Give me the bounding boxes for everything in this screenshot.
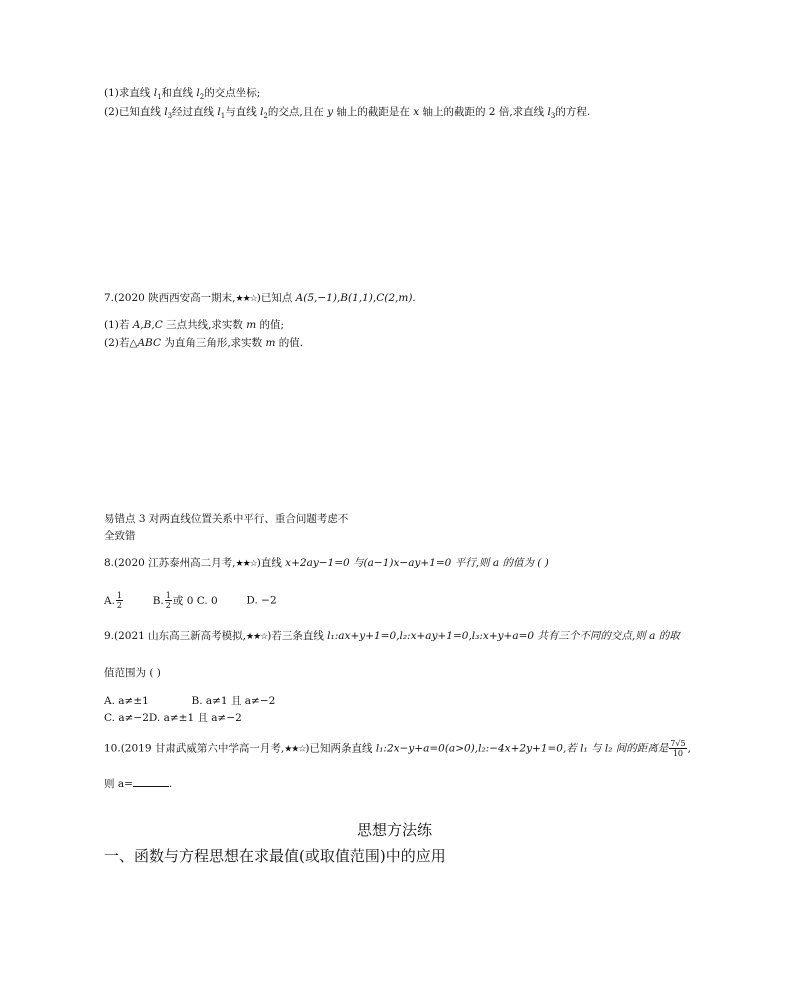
section-subtitle: 一、函数与方程思想在求最值(或取值范围)中的应用 (104, 847, 446, 865)
q8-option-a[interactable]: A. $\frac{1}{2}$ (104, 591, 123, 610)
q7-part1: (1)若 A,B,C 三点共线,求实数 m 的值; (104, 319, 285, 331)
q9-options-row1 (104, 694, 275, 708)
trap-heading-line2: 全致错 (104, 530, 136, 542)
trap-heading-line1: 易错点 3 对两直线位置关系中平行、重合问题考虑不 (104, 513, 349, 525)
q7-stem: 7.(2020 陕西西安高一期末,★★☆)已知点 A(5,−1),B(1,1),C(2,m). (104, 292, 416, 304)
answer-blank[interactable] (133, 776, 169, 787)
difficulty-star-icon: ★★☆ (246, 632, 268, 642)
q9-stem-line2: 值范围为 ( ) (104, 667, 161, 679)
difficulty-star-icon: ★★☆ (284, 744, 306, 755)
q8-stem: 8.(2020 江苏泰州高二月考,★★☆)直线 x+2ay−1=0 与(a−1)x−ay+1=0 平行,则 a 的值为 ( ) (104, 557, 549, 569)
q6-part1: (1)求直线 $l_1$和直线 $l_2$的交点坐标; (104, 87, 261, 102)
q9-stem: 9.(2021 山东高三新高考模拟,★★☆)若三条直线 l₁:ax+y+1=0,l₂:x+ay+1=0,l₃:x+y+a=0 共有三个不同的交点,则 a 的取 (104, 630, 680, 642)
q8-options (104, 591, 277, 610)
q9-option-b[interactable]: B. a≠1 且 a≠−2 (191, 695, 276, 707)
section-title: 思想方法练 (357, 821, 433, 839)
q10-answer-line: 则 a= . (104, 778, 173, 790)
q7-part2: (2)若△ABC 为直角三角形,求实数 m 的值. (104, 337, 304, 349)
q8-option-b[interactable]: B. $\frac{1}{2}$ 或 0 C. 0 (152, 591, 218, 610)
difficulty-star-icon: ★★☆ (235, 559, 257, 569)
distance-fraction: $\frac{7√5}{10}$ (670, 739, 686, 758)
q9-options-row2[interactable]: C. a≠−2D. a≠±1 且 a≠−2 (104, 712, 242, 724)
q8-option-d[interactable]: D. −2 (246, 594, 277, 607)
q9-option-a[interactable]: A. a≠±1 (104, 695, 149, 707)
q6-part2: (2)已知直线 $l_3$经过直线 $l_1$与直线 $l_2$的交点,且在 y 轴上的截距是在 x 轴上的截距的 2 倍,求直线 $l_3$的方程. (104, 106, 591, 121)
q10-stem: 10.(2019 甘肃武威第六中学高一月考,★★☆)已知两条直线 l₁:2x−y+a=0(a>0),l₂:−4x+2y+1=0,若 l₁ 与 l₂ 间的距离是 $\frac{7√5}{10}$ , (104, 739, 691, 758)
difficulty-star-icon: ★★☆ (235, 294, 257, 304)
